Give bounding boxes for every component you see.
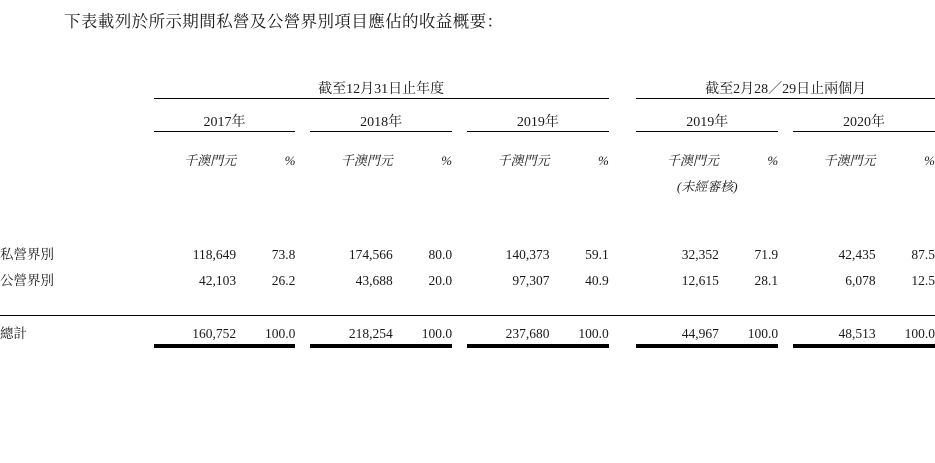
- total-row: [0, 316, 935, 342]
- cell-percent: 71.9: [754, 247, 779, 262]
- revenue-summary-table: [0, 78, 935, 348]
- spacer-row: [0, 99, 935, 111]
- group-header-row: [0, 78, 935, 99]
- cell-amount: 140,373: [505, 247, 550, 262]
- cell-amount: 118,649: [192, 247, 237, 262]
- cell-percent: 12.5: [911, 273, 935, 288]
- spacer-row: [0, 289, 935, 315]
- year-header-2019-annual: 2019年: [467, 111, 609, 132]
- double-rule-row: [0, 342, 935, 348]
- intro-paragraph: 下表載列於所示期間私營及公營界別項目應佔的收益概要：: [64, 12, 504, 31]
- unit-label-2019-interim: 千澳門元: [666, 153, 719, 168]
- unaudited-note-row: [0, 169, 935, 195]
- total-percent: 100.0: [904, 325, 935, 341]
- percent-label-2019-interim: %: [767, 153, 779, 168]
- total-percent: 100.0: [265, 325, 296, 341]
- cell-amount: 42,103: [198, 273, 237, 288]
- spacer-row: [0, 225, 935, 237]
- unaudited-note: (未經審核): [676, 179, 738, 194]
- unit-label-2019-annual: 千澳門元: [497, 153, 550, 168]
- cell-percent: 59.1: [585, 247, 609, 262]
- unit-label-2018: 千澳門元: [340, 153, 393, 168]
- cell-amount: 32,352: [681, 247, 719, 262]
- cell-percent: 40.9: [585, 273, 609, 288]
- cell-percent: 87.5: [911, 247, 935, 262]
- unit-label-2017: 千澳門元: [184, 153, 237, 168]
- group-header-two-months: 截至2月28／29日止兩個月: [636, 78, 935, 99]
- total-percent: 100.0: [747, 325, 779, 341]
- cell-amount: 6,078: [845, 273, 876, 288]
- total-percent: 100.0: [578, 325, 609, 341]
- year-header-2019-interim: 2019年: [636, 111, 778, 132]
- percent-label-2020-interim: %: [924, 153, 935, 168]
- unit-label-2020-interim: 千澳門元: [823, 153, 876, 168]
- cell-percent: 20.0: [428, 273, 453, 288]
- cell-percent: 80.0: [428, 247, 453, 262]
- total-amount: 237,680: [505, 325, 550, 341]
- table-row: [0, 237, 935, 263]
- cell-amount: 12,615: [681, 273, 719, 288]
- row-label-public: 公營界別: [0, 273, 54, 288]
- unit-header-row: [0, 143, 935, 169]
- total-amount: 48,513: [838, 325, 876, 341]
- row-label-total: 總計: [0, 325, 27, 341]
- percent-label-2017: %: [284, 153, 296, 168]
- total-amount: 160,752: [192, 325, 237, 341]
- cell-amount: 97,307: [512, 273, 550, 288]
- spacer-row: [0, 131, 935, 143]
- year-header-2018: 2018年: [310, 111, 452, 132]
- cell-amount: 42,435: [838, 247, 876, 262]
- total-amount: 218,254: [348, 325, 393, 341]
- spacer-row: [0, 195, 935, 225]
- cell-amount: 43,688: [355, 273, 393, 288]
- cell-percent: 73.8: [271, 247, 296, 262]
- cell-amount: 174,566: [348, 247, 393, 262]
- row-label-private: 私營界別: [0, 247, 54, 262]
- cell-percent: 28.1: [754, 273, 779, 288]
- total-amount: 44,967: [681, 325, 719, 341]
- year-header-2017: 2017年: [154, 111, 296, 132]
- cell-percent: 26.2: [271, 273, 296, 288]
- group-header-annual: 截至12月31日止年度: [154, 78, 609, 99]
- year-header-2020-interim: 2020年: [793, 111, 935, 132]
- total-percent: 100.0: [421, 325, 453, 341]
- table-row: [0, 263, 935, 289]
- year-header-row: [0, 111, 935, 132]
- percent-label-2019-annual: %: [597, 153, 609, 168]
- percent-label-2018: %: [441, 153, 453, 168]
